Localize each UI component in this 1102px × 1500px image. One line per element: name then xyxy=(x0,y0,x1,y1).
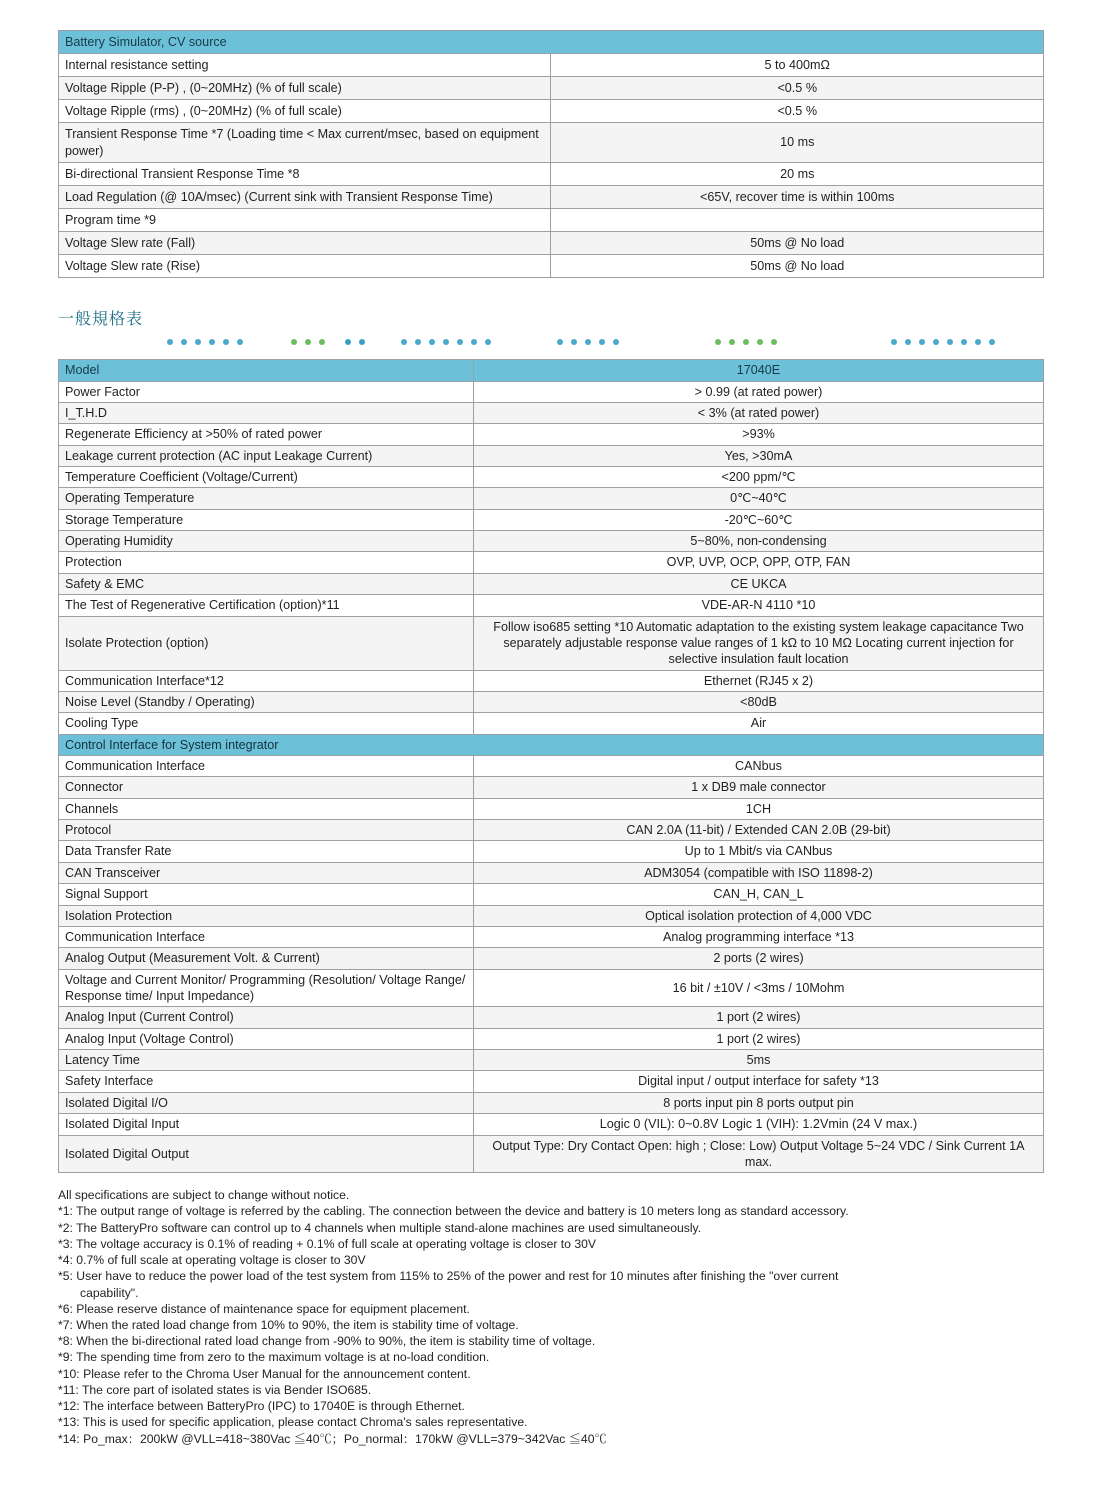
row-value xyxy=(551,208,1044,231)
table-header-row xyxy=(59,31,1044,54)
row-label: Voltage Slew rate (Rise) xyxy=(59,255,551,278)
row-label: I_T.H.D xyxy=(59,402,474,423)
row-label: Power Factor xyxy=(59,381,474,402)
table-row xyxy=(59,616,1044,670)
table-row xyxy=(59,573,1044,594)
row-label: Regenerate Efficiency at >50% of rated power xyxy=(59,424,474,445)
footnote-line: *9: The spending time from zero to the maximum voltage is at no-load condition. xyxy=(58,1350,490,1365)
row-value: <65V, recover time is within 100ms xyxy=(551,185,1044,208)
row-label: Voltage Ripple (P-P) , (0~20MHz) (% of full scale) xyxy=(59,77,551,100)
table-row xyxy=(59,595,1044,616)
row-value: 16 bit / ±10V / <3ms / 10Mohm xyxy=(474,969,1044,1007)
row-value: Follow iso685 setting *10 Automatic adaptation to the existing system leakage capacitance Two separately adjustable response value ranges of 1 kΩ to 10 MΩ Locating current injection for selective insulation fault location xyxy=(474,616,1044,670)
row-label: Leakage current protection (AC input Leakage Current) xyxy=(59,445,474,466)
row-value: 5ms xyxy=(474,1050,1044,1071)
table-row xyxy=(59,777,1044,798)
row-label: Safety Interface xyxy=(59,1071,474,1092)
row-value: -20℃~60℃ xyxy=(474,509,1044,530)
section-title: 一般規格表 xyxy=(58,309,144,329)
table-row xyxy=(59,162,1044,185)
table-row xyxy=(59,862,1044,883)
table-row xyxy=(59,670,1044,691)
table-row xyxy=(59,123,1044,162)
table1-header-label: Battery Simulator, CV source xyxy=(59,31,1044,54)
row-label: Storage Temperature xyxy=(59,509,474,530)
model-value: 17040E xyxy=(474,360,1044,381)
table-row xyxy=(59,1007,1044,1028)
table-row xyxy=(59,948,1044,969)
footnote-line: *2: The BatteryPro software can control up to 4 channels when multiple stand-alone machines are used simultaneously. xyxy=(58,1220,702,1235)
row-value: <200 ppm/℃ xyxy=(474,467,1044,488)
dot-rule-graphic xyxy=(58,335,1044,349)
table-row xyxy=(59,905,1044,926)
row-label: Operating Humidity xyxy=(59,531,474,552)
row-value: 1 x DB9 male connector xyxy=(474,777,1044,798)
row-label: Connector xyxy=(59,777,474,798)
footnote-line: *14: Po_max：200kW @VLL=418~380Vac ≦40℃；Po_normal：170kW @VLL=379~342Vac ≦40℃ xyxy=(58,1431,607,1446)
table-row xyxy=(59,1050,1044,1071)
row-label: Voltage Slew rate (Fall) xyxy=(59,231,551,254)
row-label: Isolated Digital Input xyxy=(59,1114,474,1135)
footnote-line: *5: User have to reduce the power load of the test system from 115% to 25% of the power and rest for 10 minutes after finishing the "over current xyxy=(58,1269,839,1284)
table-row xyxy=(59,467,1044,488)
table-row xyxy=(59,231,1044,254)
table-row xyxy=(59,756,1044,777)
row-value: <0.5 % xyxy=(551,77,1044,100)
row-value: 5 to 400mΩ xyxy=(551,54,1044,77)
row-value: 8 ports input pin 8 ports output pin xyxy=(474,1092,1044,1113)
row-label: Channels xyxy=(59,798,474,819)
row-label: Cooling Type xyxy=(59,713,474,734)
footnote-line: *1: The output range of voltage is referred by the cabling. The connection between the device and battery is 10 meters long as standard accessory. xyxy=(58,1204,849,1219)
row-value: ADM3054 (compatible with ISO 11898-2) xyxy=(474,862,1044,883)
footnote-line: *11: The core part of isolated states is via Bender ISO685. xyxy=(58,1382,372,1397)
table-row xyxy=(59,884,1044,905)
row-value: 1 port (2 wires) xyxy=(474,1028,1044,1049)
table-row xyxy=(59,713,1044,734)
footnote-line: *4: 0.7% of full scale at operating voltage is closer to 30V xyxy=(58,1253,366,1268)
row-value: 20 ms xyxy=(551,162,1044,185)
row-value: <0.5 % xyxy=(551,100,1044,123)
row-label: Protocol xyxy=(59,820,474,841)
row-value: Up to 1 Mbit/s via CANbus xyxy=(474,841,1044,862)
footnote-line: *6: Please reserve distance of maintenance space for equipment placement. xyxy=(58,1301,470,1316)
row-value: 5~80%, non-condensing xyxy=(474,531,1044,552)
row-value: OVP, UVP, OCP, OPP, OTP, FAN xyxy=(474,552,1044,573)
row-label: Internal resistance setting xyxy=(59,54,551,77)
table-row xyxy=(59,488,1044,509)
row-value: Digital input / output interface for safety *13 xyxy=(474,1071,1044,1092)
table-row xyxy=(59,1028,1044,1049)
row-value: 10 ms xyxy=(551,123,1044,162)
table-row xyxy=(59,969,1044,1007)
footnote-line: *3: The voltage accuracy is 0.1% of reading + 0.1% of full scale at operating voltage is closer to 30V xyxy=(58,1236,597,1251)
row-value: 50ms @ No load xyxy=(551,231,1044,254)
row-label: Operating Temperature xyxy=(59,488,474,509)
row-value: CAN_H, CAN_L xyxy=(474,884,1044,905)
table-row xyxy=(59,100,1044,123)
row-value: >93% xyxy=(474,424,1044,445)
row-label: Isolated Digital I/O xyxy=(59,1092,474,1113)
row-label: Voltage and Current Monitor/ Programming (Resolution/ Voltage Range/ Response time/ Input Impedance) xyxy=(59,969,474,1007)
row-label: Voltage Ripple (rms) , (0~20MHz) (% of full scale) xyxy=(59,100,551,123)
footnote-line: All specifications are subject to change without notice. xyxy=(58,1188,350,1203)
row-label: CAN Transceiver xyxy=(59,862,474,883)
row-value: Optical isolation protection of 4,000 VDC xyxy=(474,905,1044,926)
row-label: Communication Interface*12 xyxy=(59,670,474,691)
row-value: 1CH xyxy=(474,798,1044,819)
model-row xyxy=(59,360,1044,381)
page-content xyxy=(58,30,1044,1447)
footnote-line: *12: The interface between BatteryPro (IPC) to 17040E is through Ethernet. xyxy=(58,1399,465,1414)
table-row xyxy=(59,1114,1044,1135)
footnote-line: *8: When the bi-directional rated load change from -90% to 90%, the item is stability time of voltage. xyxy=(58,1334,596,1349)
table-row xyxy=(59,185,1044,208)
row-label: Temperature Coefficient (Voltage/Current) xyxy=(59,467,474,488)
row-label: Analog Output (Measurement Volt. & Current) xyxy=(59,948,474,969)
footnote-line: *13: This is used for specific application, please contact Chroma's sales representative. xyxy=(58,1415,528,1430)
table-row xyxy=(59,208,1044,231)
row-label: Protection xyxy=(59,552,474,573)
table-row xyxy=(59,552,1044,573)
table-row xyxy=(59,1071,1044,1092)
row-value: 2 ports (2 wires) xyxy=(474,948,1044,969)
row-value: Air xyxy=(474,713,1044,734)
row-value: Analog programming interface *13 xyxy=(474,926,1044,947)
table-row xyxy=(59,841,1044,862)
row-value: Output Type: Dry Contact Open: high ; Close: Low) Output Voltage 5~24 VDC / Sink Current 1A max. xyxy=(474,1135,1044,1173)
row-label: Communication Interface xyxy=(59,756,474,777)
table-row xyxy=(59,820,1044,841)
footnotes xyxy=(58,1187,1044,1447)
table-row xyxy=(59,691,1044,712)
row-value: Yes, >30mA xyxy=(474,445,1044,466)
battery-simulator-table xyxy=(58,30,1044,278)
row-label: Isolation Protection xyxy=(59,905,474,926)
row-label: Signal Support xyxy=(59,884,474,905)
row-value: CANbus xyxy=(474,756,1044,777)
row-label: Analog Input (Voltage Control) xyxy=(59,1028,474,1049)
row-value: < 3% (at rated power) xyxy=(474,402,1044,423)
table-row xyxy=(59,798,1044,819)
table-row xyxy=(59,54,1044,77)
footnote-line: capability". xyxy=(80,1285,139,1300)
table-row xyxy=(59,402,1044,423)
row-value: CAN 2.0A (11-bit) / Extended CAN 2.0B (29-bit) xyxy=(474,820,1044,841)
row-value: <80dB xyxy=(474,691,1044,712)
row-label: Latency Time xyxy=(59,1050,474,1071)
footnote-line: *10: Please refer to the Chroma User Manual for the announcement content. xyxy=(58,1366,471,1381)
table-row xyxy=(59,381,1044,402)
row-value: > 0.99 (at rated power) xyxy=(474,381,1044,402)
spec-sheet-page xyxy=(0,30,1102,1500)
table-row xyxy=(59,1092,1044,1113)
row-label: Safety & EMC xyxy=(59,573,474,594)
decorative-dot-rule xyxy=(58,335,1044,349)
table-row xyxy=(59,531,1044,552)
row-value: Ethernet (RJ45 x 2) xyxy=(474,670,1044,691)
row-label: Analog Input (Current Control) xyxy=(59,1007,474,1028)
table-row xyxy=(59,424,1044,445)
row-label: The Test of Regenerative Certification (option)*11 xyxy=(59,595,474,616)
row-label: Data Transfer Rate xyxy=(59,841,474,862)
table-row xyxy=(59,77,1044,100)
row-label: Isolate Protection (option) xyxy=(59,616,474,670)
row-label: Isolated Digital Output xyxy=(59,1135,474,1173)
row-value: Logic 0 (VIL): 0~0.8V Logic 1 (VIH): 1.2Vmin (24 V max.) xyxy=(474,1114,1044,1135)
row-value: 1 port (2 wires) xyxy=(474,1007,1044,1028)
table-row xyxy=(59,445,1044,466)
row-label: Program time *9 xyxy=(59,208,551,231)
row-label: Load Regulation (@ 10A/msec) (Current sink with Transient Response Time) xyxy=(59,185,551,208)
row-label: Transient Response Time *7 (Loading time < Max current/msec, based on equipment power) xyxy=(59,123,551,162)
table-row xyxy=(59,255,1044,278)
general-specification-table xyxy=(58,359,1044,1173)
row-label: Communication Interface xyxy=(59,926,474,947)
row-label: Bi-directional Transient Response Time *8 xyxy=(59,162,551,185)
footnote-line: *7: When the rated load change from 10% to 90%, the item is stability time of voltage. xyxy=(58,1317,519,1332)
subheader-label: Control Interface for System integrator xyxy=(59,734,1044,755)
model-label: Model xyxy=(59,360,474,381)
row-value: VDE-AR-N 4110 *10 xyxy=(474,595,1044,616)
row-value: 50ms @ No load xyxy=(551,255,1044,278)
control-interface-subheader-row xyxy=(59,734,1044,755)
table-row xyxy=(59,1135,1044,1173)
row-value: CE UKCA xyxy=(474,573,1044,594)
table-row xyxy=(59,926,1044,947)
table-row xyxy=(59,509,1044,530)
row-label: Noise Level (Standby / Operating) xyxy=(59,691,474,712)
row-value: 0℃~40℃ xyxy=(474,488,1044,509)
